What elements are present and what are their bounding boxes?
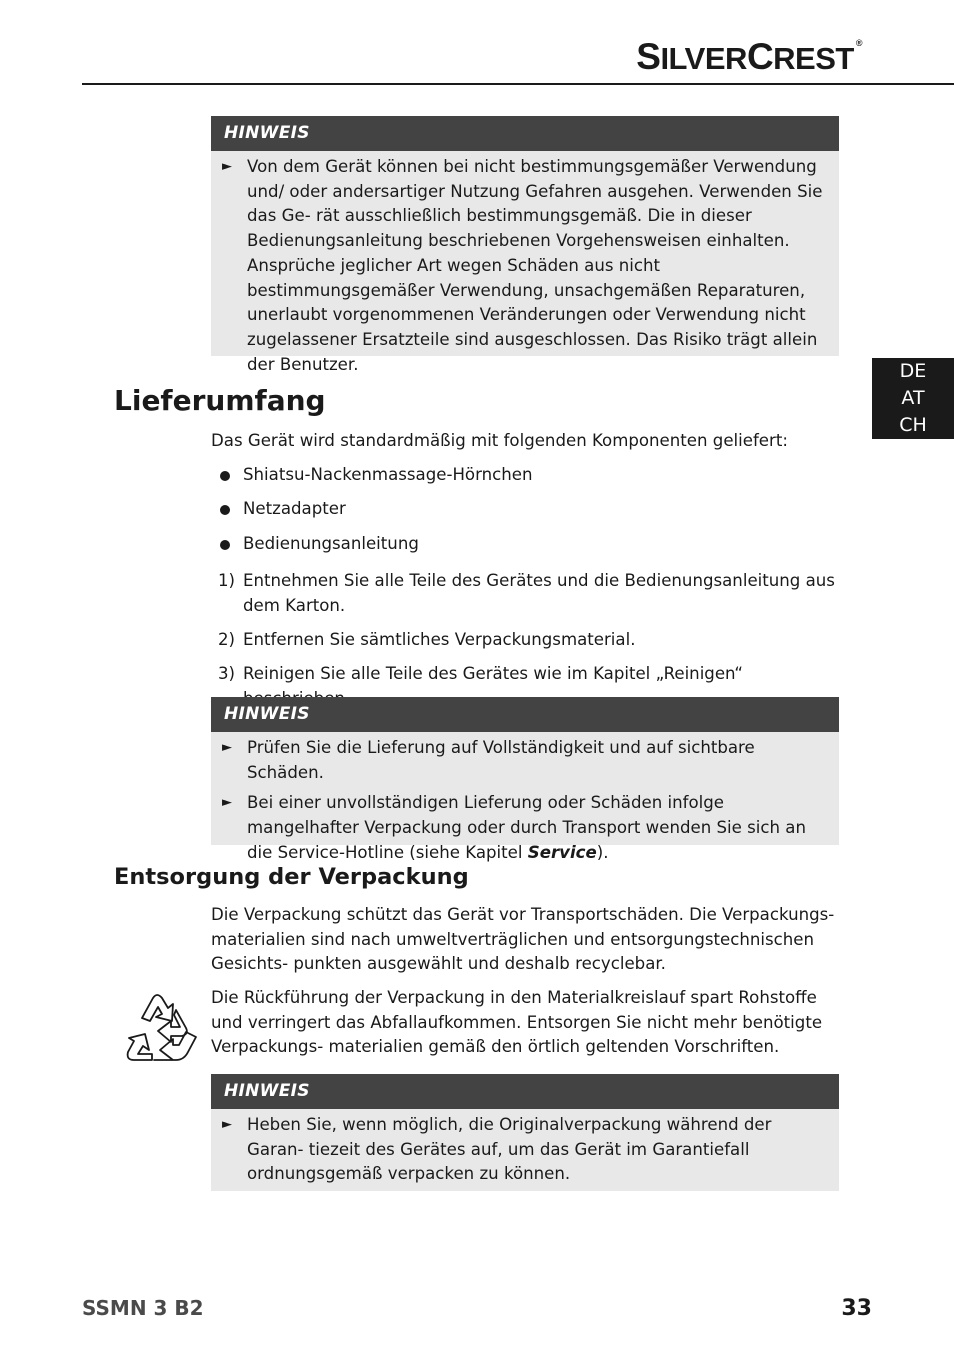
list-item: Bedienungsanleitung bbox=[211, 532, 839, 557]
footer-model: SSMN 3 B2 bbox=[82, 1296, 204, 1320]
note-box-delivery bbox=[211, 697, 839, 862]
step-item: 3) Reinigen Sie alle Teile des Gerätes wie im Kapitel „Reinigen“ bbox=[218, 664, 743, 684]
arrow-bullet-icon: ► bbox=[222, 1117, 232, 1132]
list-item: Netzadapter bbox=[211, 497, 839, 522]
note-item bbox=[221, 155, 829, 377]
section-title-entsorgung: Entsorgung der Verpackung bbox=[114, 864, 469, 890]
arrow-bullet-icon: ► bbox=[222, 159, 232, 174]
brand-logo bbox=[636, 36, 862, 78]
logo-text-rest: REST bbox=[773, 41, 854, 76]
lang-de: DE bbox=[899, 360, 927, 382]
delivery-intro: Das Gerät wird standardmäßig mit folgenden Komponenten geliefert: bbox=[211, 431, 788, 450]
logo-letter-s: S bbox=[636, 36, 661, 77]
step-item: 2) Entfernen Sie sämtliches Verpackungsmaterial. bbox=[218, 629, 636, 649]
service-reference: Service bbox=[527, 842, 597, 862]
arrow-bullet-icon: ► bbox=[222, 795, 232, 811]
packaging-paragraph-1: Die Verpackung schützt das Gerät vor Transportschäden. Die Verpackungs- materialien sind nach umweltverträglichen und entsorgungstechnischen Gesichts- punkten ausgewählt und deshalb recyclebar. bbox=[211, 905, 835, 974]
lang-at: AT bbox=[901, 387, 925, 409]
page-number: 33 bbox=[841, 1296, 872, 1321]
note-text: Heben Sie, wenn möglich, die Originalverpackung während der Garan- tiezeit des Gerätes auf, um das Gerät im Garantiefall ordnungsgemäß verpacken zu können. bbox=[247, 1115, 772, 1184]
recycle-icon bbox=[122, 990, 202, 1066]
bullet-dot bbox=[211, 532, 243, 557]
note-box-packaging bbox=[211, 1074, 839, 1191]
registered-mark: ® bbox=[855, 38, 862, 48]
logo-letter-c: C bbox=[746, 36, 774, 77]
step-item: 1) Entnehmen Sie alle Teile des Gerätes und die Bedienungsanleitung aus dem Karton. bbox=[218, 571, 835, 615]
list-item: Shiatsu-Nackenmassage-Hörnchen bbox=[211, 463, 839, 488]
note-item bbox=[221, 736, 829, 785]
bullet-dot bbox=[211, 497, 243, 522]
note-text: Bei einer unvollständigen Lieferung oder Schäden infolge mangelhafter Verpackung oder durch Transport wenden Sie sich an die Service-Hotline (siehe Kapitel Service). bbox=[247, 793, 806, 862]
lang-ch: CH bbox=[899, 414, 927, 436]
note-box-usage bbox=[211, 116, 839, 374]
note-box-header: HINWEIS bbox=[211, 697, 839, 732]
note-item bbox=[221, 1113, 829, 1187]
note-box-header: HINWEIS bbox=[211, 116, 839, 151]
note-box-header: HINWEIS bbox=[211, 1074, 839, 1109]
bullet-dot bbox=[211, 463, 243, 488]
header-rule bbox=[82, 83, 954, 85]
note-text: Von dem Gerät können bei nicht bestimmungsgemäßer Verwendung und/ oder andersartiger Nutzung Gefahren ausgehen. Verwenden Sie das Ge- rät ausschließlich bestimmungsgemäß. Die in dieser Bedienungsanleitung beschriebenen Vorgehensweisen einhalten. Ansprüche jeglicher Art wegen Schäden aus nicht bestimmungsgemäßer Verwendung, unsachgemäßen Reparaturen, unerlaubt vorgenommenen Veränderungen oder Verwendung nicht zugelassener Ersatzteile sind ausgeschlossen. Das Risiko trägt allein der Benutzer. bbox=[247, 157, 823, 374]
arrow-bullet-icon: ► bbox=[222, 740, 232, 755]
delivery-contents-list bbox=[211, 463, 839, 566]
note-item bbox=[221, 791, 829, 865]
section-title-lieferumfang: Lieferumfang bbox=[114, 384, 326, 417]
packaging-paragraph-2: Die Rückführung der Verpackung in den Materialkreislauf spart Rohstoffe und verringert das Abfallaufkommen. Entsorgen Sie nicht mehr benötigte Verpackungs- materialien gemäß den örtlich geltenden Vorschriften. bbox=[211, 988, 823, 1057]
note-text: Prüfen Sie die Lieferung auf Vollständigkeit und auf sichtbare Schäden. bbox=[247, 738, 755, 782]
logo-text-ilver: ILVER bbox=[660, 41, 747, 76]
language-tab bbox=[872, 358, 954, 439]
